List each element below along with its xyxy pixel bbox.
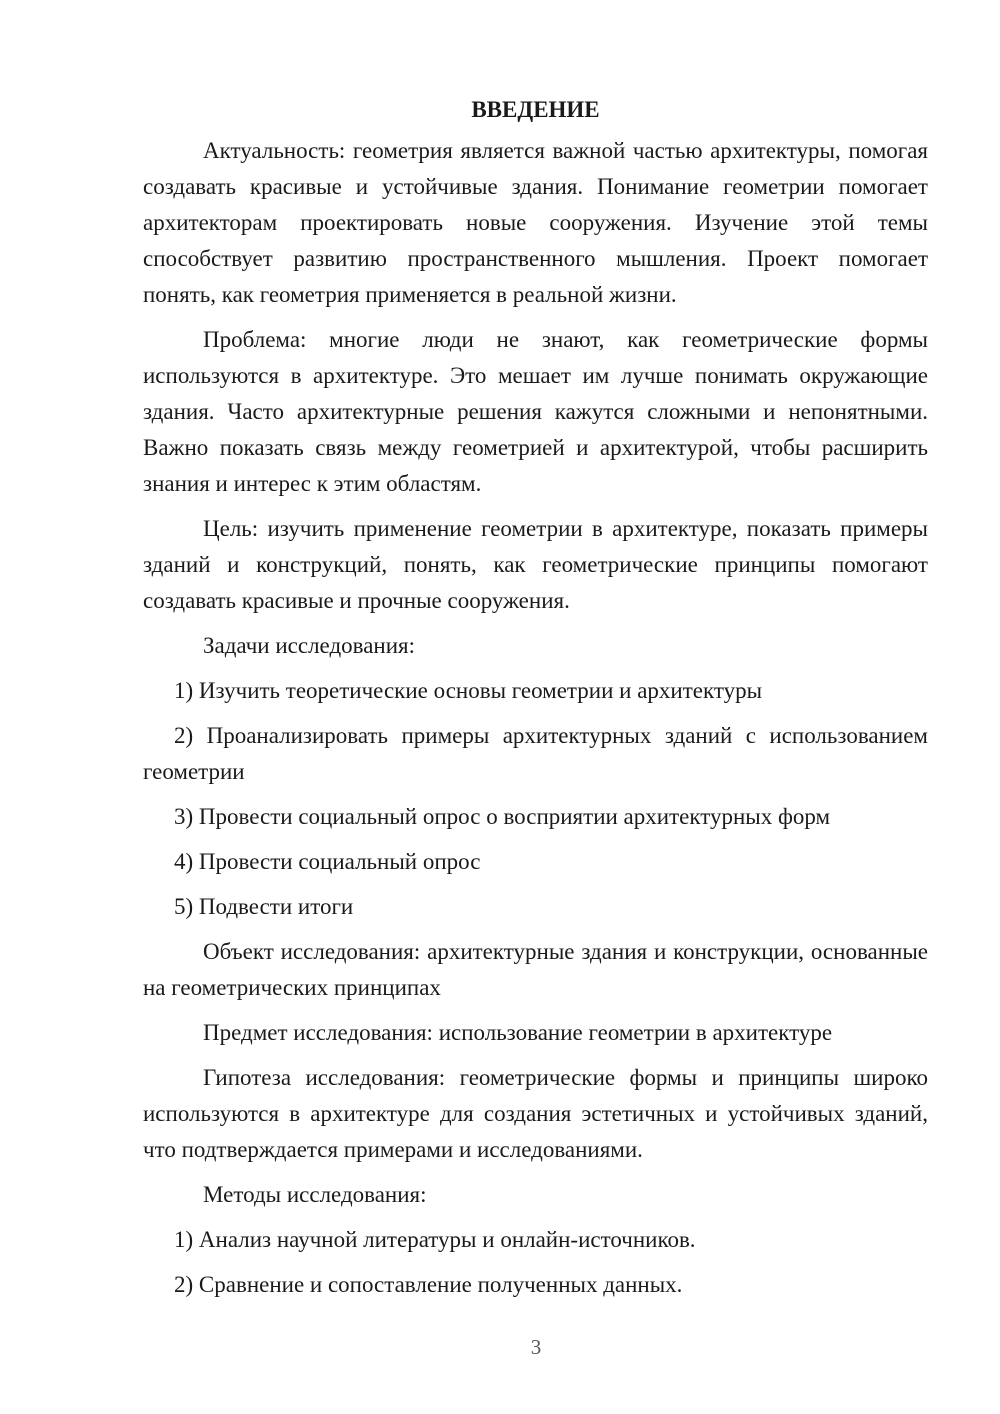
task-item-3: 3) Провести социальный опрос о восприятии архитектурных форм: [174, 804, 831, 829]
page-number: 3: [530, 1335, 542, 1359]
hypothesis-paragraph: Гипотеза исследования: геометрические формы и принципы широко используются в архитектуре для создания эстетичных и устойчивых зданий, что подтверждается примерами и исследованиями.: [143, 1065, 928, 1162]
task-item-4: 4) Провести социальный опрос: [174, 849, 481, 874]
relevance-paragraph: Актуальность: геометрия является важной частью архитектуры, помогая создавать красивые и устойчивые здания. Понимание геометрии помогает архитекторам проектировать новые сооружения. Изучение этой темы способствует развитию пространственного мышления. Проект помогает понять, как геометрия применяется в реальной жизни.: [143, 138, 928, 307]
goal-paragraph: Цель: изучить применение геометрии в архитектуре, показать примеры зданий и конструкций, понять, как геометрические принципы помогают создавать красивые и прочные сооружения.: [143, 516, 928, 613]
task-item-1: 1) Изучить теоретические основы геометрии и архитектуры: [174, 678, 763, 703]
problem-paragraph: Проблема: многие люди не знают, как геометрические формы используются в архитектуре. Это мешает им лучше понимать окружающие здания. Часто архитектурные решения кажутся сложными и непонятными. Важно показать связь между геометрией и архитектурой, чтобы расширить знания и интерес к этим областям.: [143, 327, 928, 496]
task-item-5: 5) Подвести итоги: [174, 894, 354, 919]
method-item-2: 2) Сравнение и сопоставление полученных данных.: [174, 1272, 683, 1297]
methods-heading: Методы исследования:: [203, 1182, 427, 1207]
page-content: [143, 92, 928, 1303]
object-paragraph: Объект исследования: архитектурные здания и конструкции, основанные на геометрических принципах: [143, 939, 928, 1000]
task-item-2: 2) Проанализировать примеры архитектурных зданий с использованием геометрии: [143, 723, 928, 784]
subject-paragraph: Предмет исследования: использование геометрии в архитектуре: [203, 1020, 833, 1045]
page-title: ВВЕДЕНИЕ: [471, 97, 600, 122]
method-item-1: 1) Анализ научной литературы и онлайн-источников.: [174, 1227, 696, 1252]
tasks-heading: Задачи исследования:: [203, 633, 416, 658]
